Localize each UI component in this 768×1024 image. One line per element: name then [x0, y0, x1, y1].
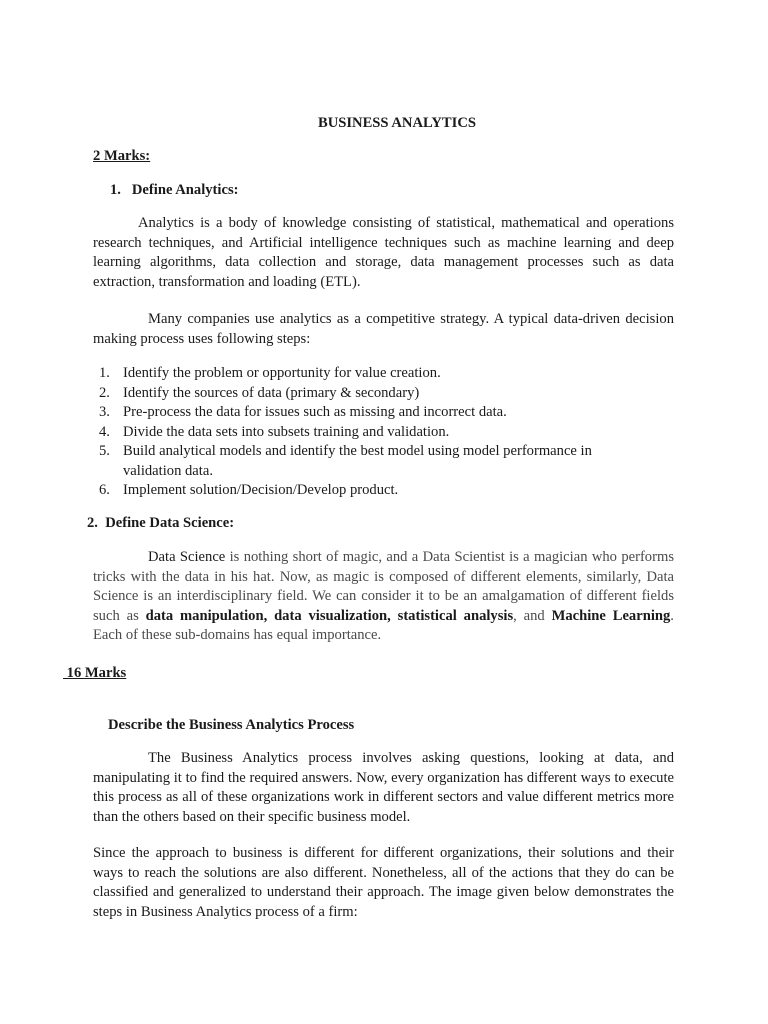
section-heading-2-marks: 2 Marks: [93, 148, 151, 164]
data-science-term: Data Science [148, 549, 226, 565]
list-item: 3. Pre-process the data for issues such as missing and incorrect data. [99, 404, 507, 420]
question-heading-define-analytics: 1. Define Analytics: [110, 182, 239, 198]
paragraph-analytics-definition: Analytics is a body of knowledge consisting of statistical, mathematical and operations research techniques, and Artificial intelligence techniques such as machine learning and deep learning algorithms, data collection and storage, data management processes such as data extraction, transformation and loading (ETL). [93, 215, 674, 290]
section-heading-16-marks: 16 Marks [63, 665, 127, 681]
data-science-fields: data manipulation, data visualization, statistical analysis [145, 607, 514, 624]
paragraph-analytics-steps-intro: Many companies use analytics as a competitive strategy. A typical data-driven decision making process uses following steps: [93, 311, 674, 347]
paragraph-business-analytics-process: The Business Analytics process involves asking questions, looking at data, and manipulating it to find the required answers. Now, every organization has different ways to execute this process as all of these organizations work in different sectors and value different metrics more than the others based on their specific business model. [93, 750, 674, 825]
list-item: 5. Build analytical models and identify the best model using model performance in validation data. [99, 443, 592, 479]
decision-steps-list [93, 364, 704, 501]
list-item: 6. Implement solution/Decision/Develop product. [99, 482, 399, 498]
list-item: 1. Identify the problem or opportunity for value creation. [99, 365, 441, 381]
question-heading-business-analytics-process: Describe the Business Analytics Process [108, 717, 355, 733]
paragraph-data-science-definition: Data Science is nothing short of magic, and a Data Scientist is a magician who performs tricks with the data in his hat. Now, as magic is composed of different elements, similarly, Data Science is an interdisciplinary field. We can consider it to be an amalgamation of different fields such as data manipulation, data visualization, statistical analysis, and Machine Learning. Each of these sub-domains has equal importance. [93, 549, 674, 643]
list-item: 4. Divide the data sets into subsets training and validation. [99, 423, 450, 440]
document-title: BUSINESS ANALYTICS [317, 115, 477, 131]
question-heading-define-data-science: 2. Define Data Science: [87, 515, 235, 531]
list-item: 2. Identify the sources of data (primary & secondary) [99, 384, 420, 401]
paragraph-business-approach: Since the approach to business is different for different organizations, their solutions and their ways to reach the solutions are also different. Nonetheless, all of the actions that they do can be classified and generalized to understand their approach. The image given below demonstrates the steps in Business Analytics process of a firm: [93, 845, 674, 920]
machine-learning-term: Machine Learning [551, 607, 671, 624]
